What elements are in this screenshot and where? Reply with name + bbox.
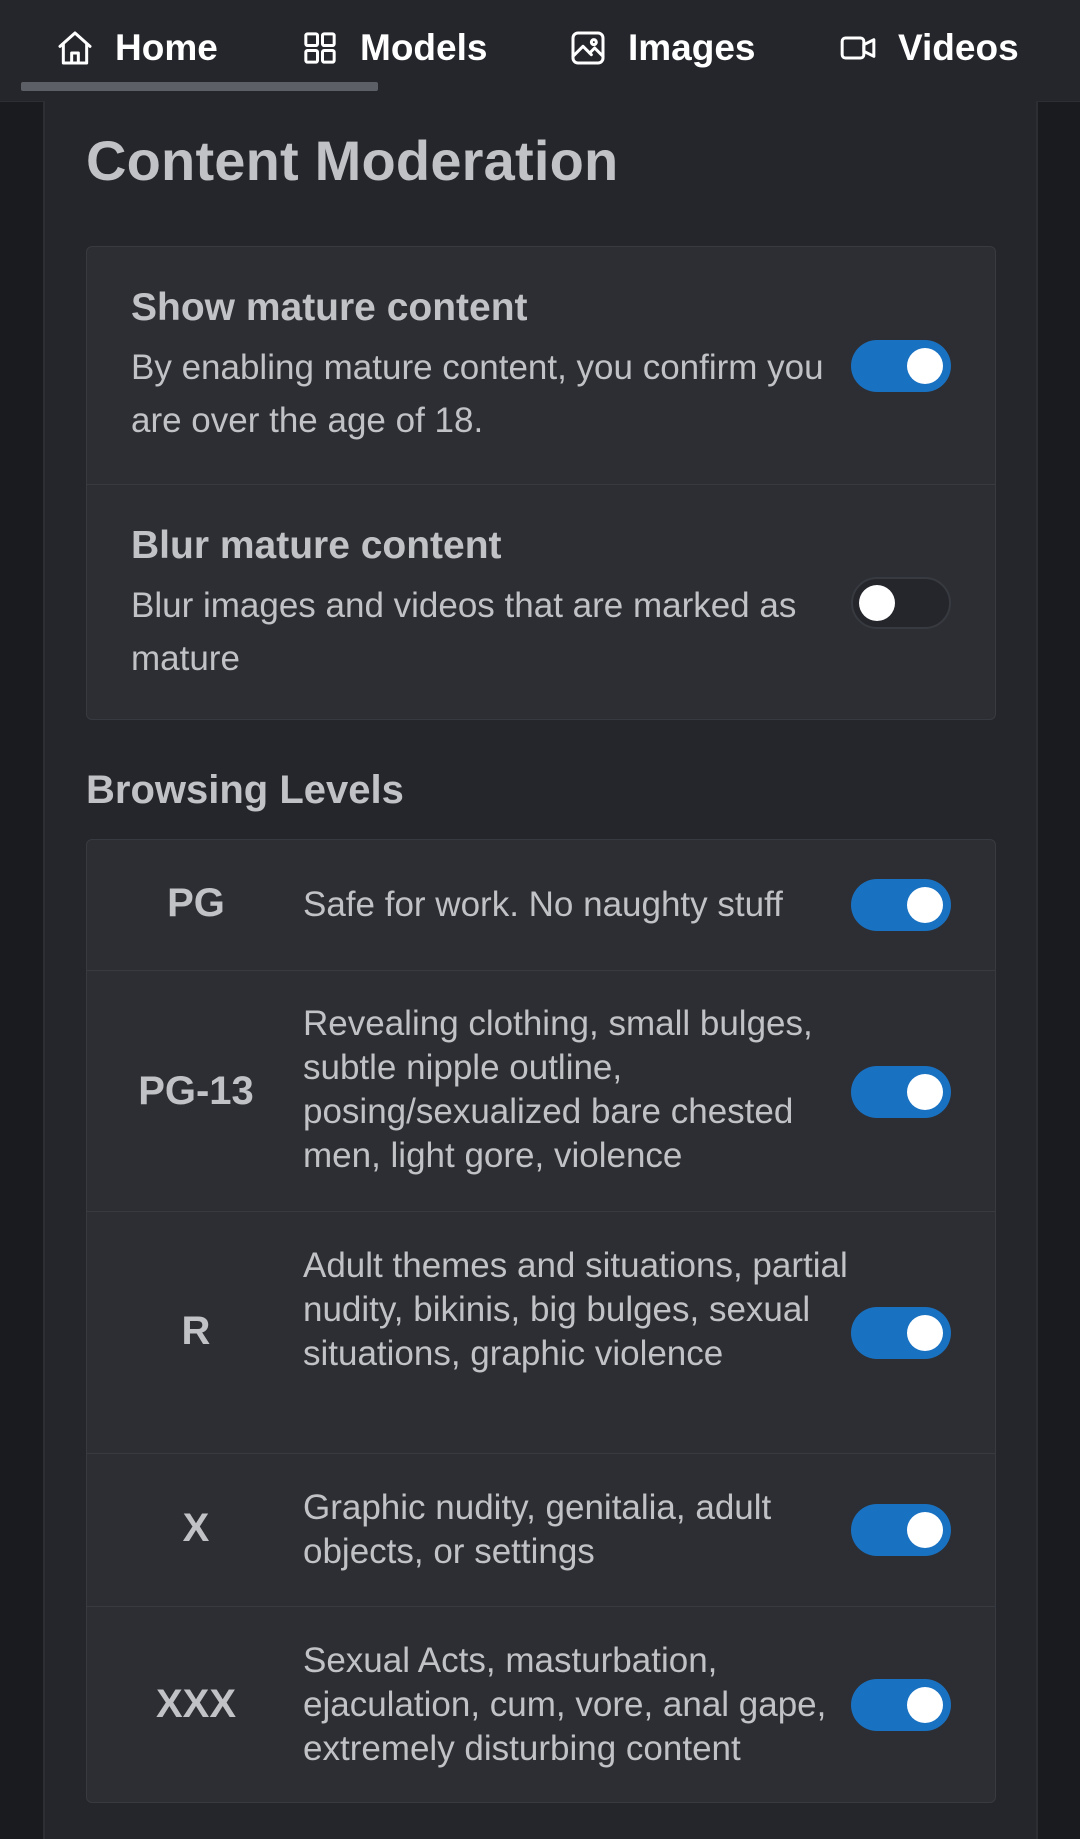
toggle-knob [859, 585, 895, 621]
toggle-knob [907, 1687, 943, 1723]
top-navigation [0, 0, 1080, 102]
level-row-x [87, 1453, 995, 1606]
setting-title: Show mature content [131, 286, 528, 329]
browsing-levels-card [86, 839, 996, 1803]
level-x-toggle[interactable] [851, 1504, 951, 1556]
level-row-pg13 [87, 970, 995, 1211]
tab-images-label: Images [628, 27, 756, 68]
level-description: Adult themes and situations, partial nudity, bikinis, big bulges, sexual situations, graphic violence [303, 1246, 848, 1373]
setting-description: Blur images and videos that are marked as mature [131, 586, 797, 678]
level-label: XXX [155, 1682, 237, 1726]
image-icon [568, 28, 608, 68]
home-icon [55, 28, 95, 68]
level-label: PG-13 [138, 1069, 254, 1113]
setting-title: Blur mature content [131, 524, 502, 567]
level-pg13-toggle[interactable] [851, 1066, 951, 1118]
blur-mature-toggle[interactable] [851, 577, 951, 629]
level-r-toggle[interactable] [851, 1307, 951, 1359]
level-label: R [181, 1309, 211, 1353]
level-row-pg [87, 840, 995, 970]
level-label: X [182, 1506, 210, 1550]
level-row-r [87, 1211, 995, 1453]
toggle-knob [907, 1074, 943, 1110]
tab-models-label: Models [360, 27, 488, 68]
toggle-knob [907, 887, 943, 923]
setting-description: By enabling mature content, you confirm you are over the age of 18. [131, 348, 824, 440]
active-tab-indicator [21, 82, 378, 91]
level-description: Revealing clothing, small bulges, subtle nipple outline, posing/sexualized bare chested men, light gore, violence [303, 1004, 813, 1175]
grid-icon [300, 28, 340, 68]
toggle-knob [907, 1315, 943, 1351]
tab-home-label: Home [115, 27, 218, 68]
tab-images[interactable] [568, 0, 756, 96]
setting-blur-mature [87, 484, 995, 720]
level-row-xxx [87, 1606, 995, 1803]
toggle-knob [907, 1512, 943, 1548]
browsing-levels-title: Browsing Levels [86, 768, 404, 812]
level-description: Safe for work. No naughty stuff [303, 885, 783, 924]
level-description: Graphic nudity, genitalia, adult objects, or settings [303, 1488, 772, 1571]
tab-videos[interactable] [838, 0, 1019, 96]
show-mature-toggle[interactable] [851, 340, 951, 392]
toggle-knob [907, 348, 943, 384]
level-pg-toggle[interactable] [851, 879, 951, 931]
mature-settings-card [86, 246, 996, 720]
level-label: PG [167, 881, 225, 925]
tab-videos-label: Videos [898, 27, 1019, 68]
video-icon [838, 28, 878, 68]
level-description: Sexual Acts, masturbation, ejaculation, cum, vore, anal gape, extremely disturbing content [303, 1641, 827, 1768]
setting-show-mature [87, 247, 995, 484]
page-title: Content Moderation [86, 129, 619, 192]
level-xxx-toggle[interactable] [851, 1679, 951, 1731]
